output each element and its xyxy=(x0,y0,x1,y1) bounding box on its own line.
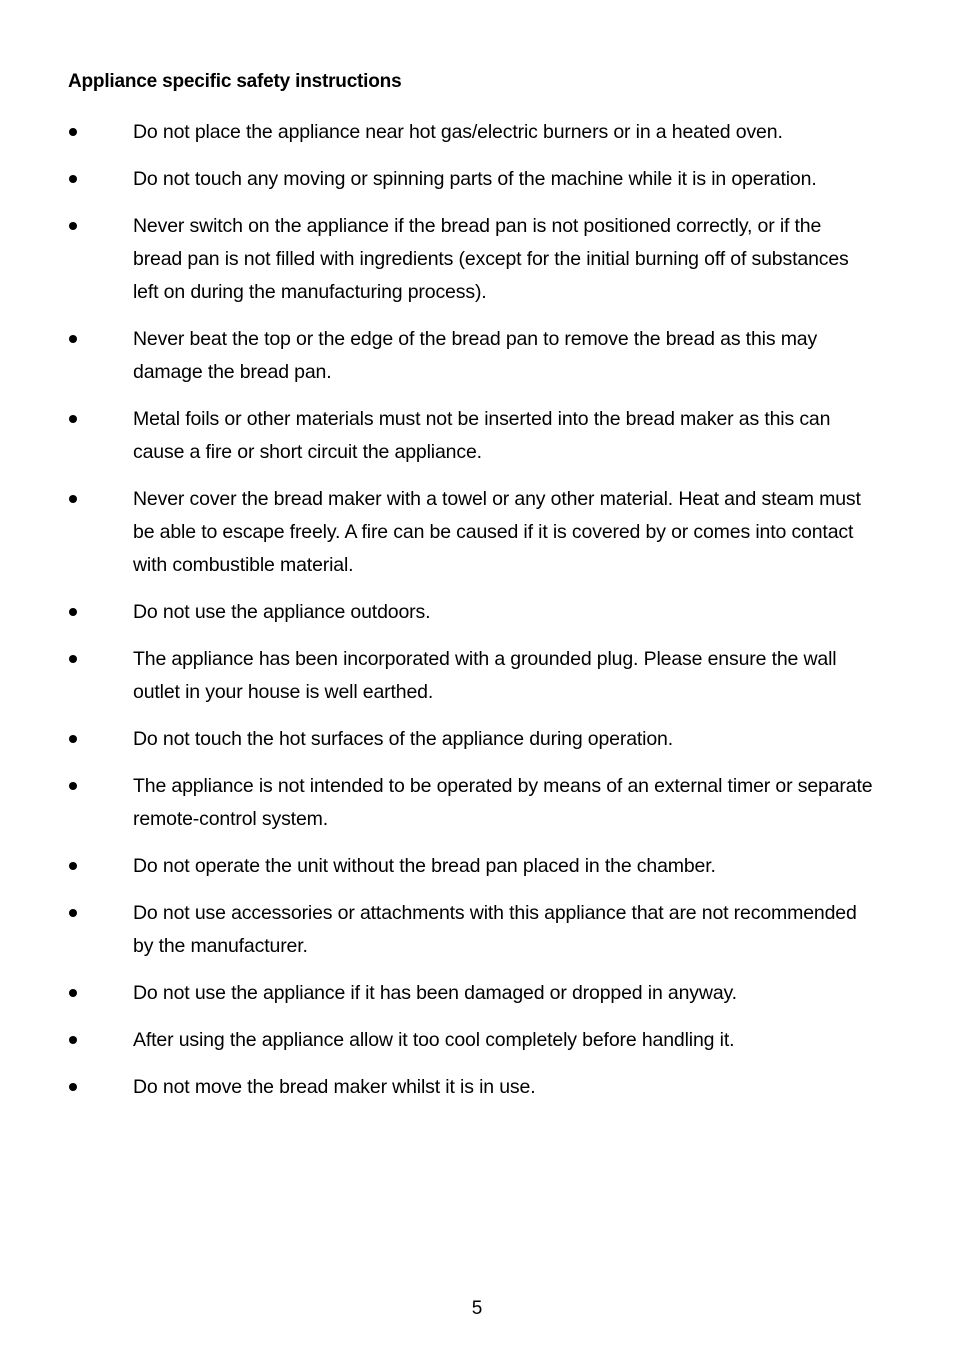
list-item xyxy=(0,403,954,469)
bullet-icon xyxy=(69,909,77,917)
bullet-icon xyxy=(69,1036,77,1044)
list-item xyxy=(0,770,954,836)
list-item xyxy=(0,596,954,629)
list-item xyxy=(0,210,954,309)
bullet-icon xyxy=(69,862,77,870)
list-item-text: The appliance has been incorporated with a grounded plug. Please ensure the wall outlet in your house is well earthed. xyxy=(133,648,837,703)
list-item xyxy=(0,1024,954,1057)
bullet-icon xyxy=(69,782,77,790)
list-item-text: Do not use the appliance if it has been damaged or dropped in anyway. xyxy=(133,982,737,1004)
list-item xyxy=(0,977,954,1010)
list-item xyxy=(0,116,954,149)
bullet-icon xyxy=(69,175,77,183)
safety-instructions-list xyxy=(0,116,954,1118)
section-heading: Appliance specific safety instructions xyxy=(68,71,402,92)
list-item xyxy=(0,323,954,389)
list-item xyxy=(0,1071,954,1104)
bullet-icon xyxy=(69,495,77,503)
list-item-text: Do not operate the unit without the bread pan placed in the chamber. xyxy=(133,855,716,877)
list-item-text: Do not move the bread maker whilst it is in use. xyxy=(133,1076,536,1098)
list-item-text: Do not touch the hot surfaces of the appliance during operation. xyxy=(133,728,674,750)
list-item xyxy=(0,850,954,883)
list-item-text: Never switch on the appliance if the bread pan is not positioned correctly, or if the bread pan is not filled with ingredients (except for the initial burning off of substances left on during the manufacturing process). xyxy=(133,215,849,303)
bullet-icon xyxy=(69,415,77,423)
list-item xyxy=(0,483,954,582)
list-item-text: Never cover the bread maker with a towel or any other material. Heat and steam must be able to escape freely. A fire can be caused if it is covered by or comes into contact with combustible material. xyxy=(133,488,861,576)
bullet-icon xyxy=(69,128,77,136)
list-item-text: Do not use the appliance outdoors. xyxy=(133,601,431,623)
list-item-text: The appliance is not intended to be operated by means of an external timer or separate remote-control system. xyxy=(133,775,873,830)
list-item xyxy=(0,897,954,963)
bullet-icon xyxy=(69,735,77,743)
list-item xyxy=(0,643,954,709)
list-item-text: After using the appliance allow it too cool completely before handling it. xyxy=(133,1029,735,1051)
bullet-icon xyxy=(69,1083,77,1091)
bullet-icon xyxy=(69,655,77,663)
list-item-text: Do not touch any moving or spinning parts of the machine while it is in operation. xyxy=(133,168,817,190)
bullet-icon xyxy=(69,222,77,230)
list-item xyxy=(0,723,954,756)
list-item-text: Never beat the top or the edge of the bread pan to remove the bread as this may damage the bread pan. xyxy=(133,328,818,383)
list-item-text: Do not use accessories or attachments with this appliance that are not recommended by the manufacturer. xyxy=(133,902,857,957)
page-number: 5 xyxy=(471,1298,483,1319)
bullet-icon xyxy=(69,608,77,616)
bullet-icon xyxy=(69,989,77,997)
bullet-icon xyxy=(69,335,77,343)
list-item-text: Do not place the appliance near hot gas/electric burners or in a heated oven. xyxy=(133,121,783,143)
list-item-text: Metal foils or other materials must not be inserted into the bread maker as this can cause a fire or short circuit the appliance. xyxy=(133,408,831,463)
list-item xyxy=(0,163,954,196)
